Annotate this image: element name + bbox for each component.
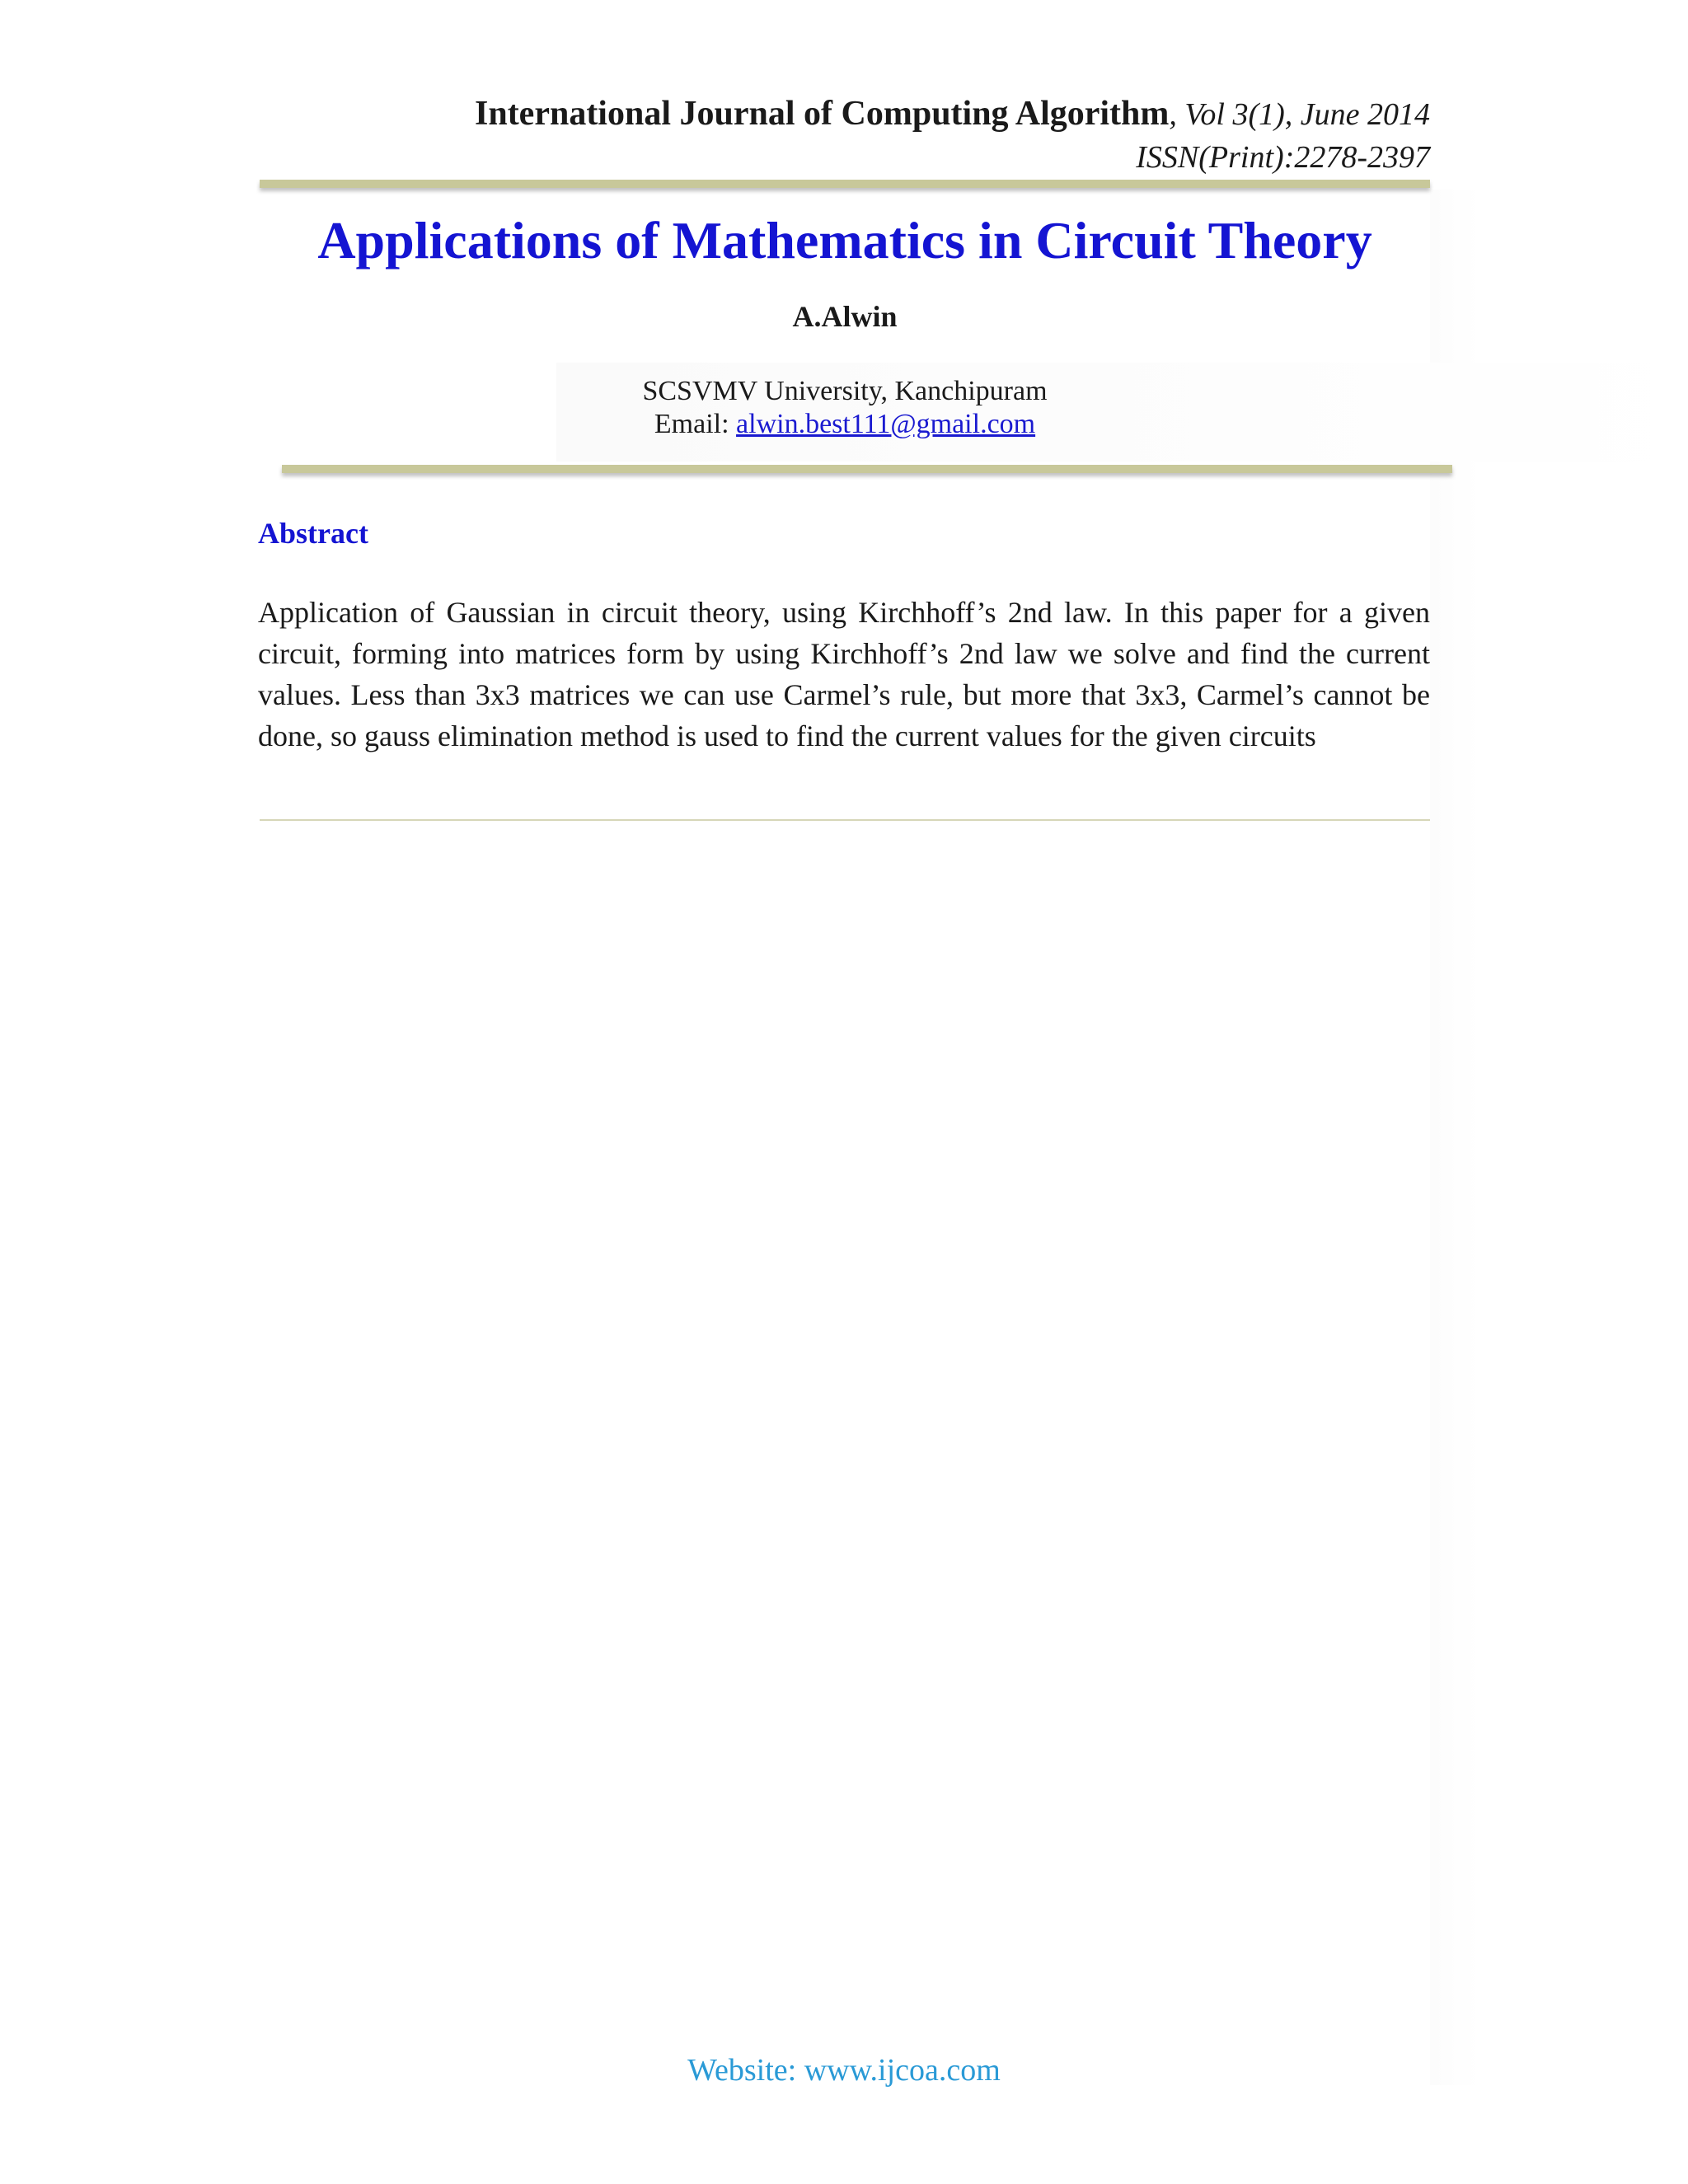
footer-website[interactable]: Website: www.ijcoa.com xyxy=(687,2053,1001,2088)
email-label: Email: xyxy=(654,409,737,439)
abstract-heading: Abstract xyxy=(258,517,368,550)
email-line xyxy=(260,408,1430,441)
abstract-divider xyxy=(260,819,1430,821)
journal-name: International Journal of Computing Algorithm xyxy=(474,95,1170,133)
title-block xyxy=(260,208,1430,336)
side-shade xyxy=(1430,190,1479,2085)
email-link[interactable]: alwin.best111@gmail.com xyxy=(736,409,1036,439)
author-name: A.Alwin xyxy=(792,300,898,333)
journal-header xyxy=(475,92,1430,179)
abstract-body: Application of Gaussian in circuit theory, using Kirchhoff’s 2nd law. In this paper for a given circuit, forming into matrices form by using Kirchhoff’s 2nd law we solve and find the current values. Less than 3x3 matrices we can use Carmel’s rule, but more that 3x3, Carmel’s cannot be done, so gauss elimination method is used to find the current values for the given circuits xyxy=(258,596,1430,752)
affiliation-block xyxy=(260,375,1430,441)
volume-info: , Vol 3(1), June 2014 xyxy=(1169,97,1430,132)
affiliation: SCSVMV University, Kanchipuram xyxy=(642,376,1048,406)
issn: ISSN(Print):2278-2397 xyxy=(1136,140,1430,175)
title-rule xyxy=(282,465,1452,473)
paper-title: Applications of Mathematics in Circuit Theory xyxy=(317,211,1372,269)
header-rule xyxy=(260,180,1430,188)
